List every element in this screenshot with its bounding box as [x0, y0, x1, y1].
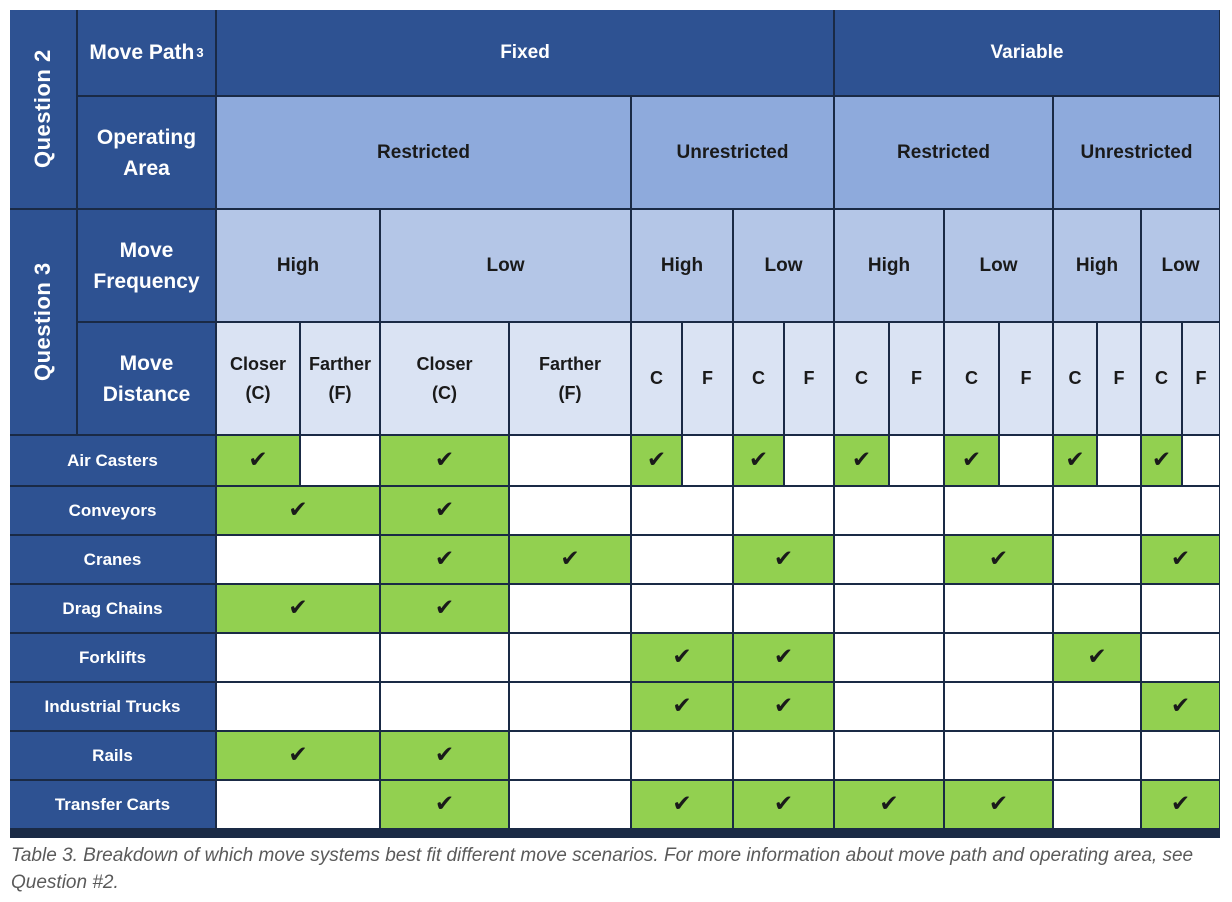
checkmark-icon: ✔ — [288, 497, 308, 523]
move-distance-label: Move Distance — [78, 323, 215, 434]
table-cell — [510, 683, 630, 730]
question-2-label: Question 2 — [10, 10, 76, 208]
table-cell — [1054, 585, 1140, 632]
table-cell — [217, 536, 379, 583]
table-cell — [510, 436, 630, 485]
distance-header: F — [683, 323, 732, 434]
table-cell-checked — [1142, 536, 1219, 583]
table-cell — [301, 436, 379, 485]
frequency-header: Low — [945, 210, 1052, 321]
table-cell — [510, 634, 630, 681]
table-cell — [1142, 732, 1219, 779]
checkmark-icon: ✔ — [434, 595, 455, 621]
table-cell — [381, 634, 508, 681]
table-cell — [1054, 683, 1140, 730]
distance-header: C — [632, 323, 681, 434]
table-cell-checked — [381, 781, 508, 828]
frequency-header: High — [835, 210, 943, 321]
checkmark-icon: ✔ — [1170, 693, 1191, 719]
checkmark-icon: ✔ — [434, 497, 455, 523]
table-cell — [510, 732, 630, 779]
table-cell — [217, 634, 379, 681]
table-cell — [785, 436, 833, 485]
row-label: Cranes — [10, 536, 215, 583]
table-cell-checked — [1142, 683, 1219, 730]
table-cell — [734, 585, 833, 632]
checkmark-icon: ✔ — [434, 742, 455, 768]
table-cell — [1142, 585, 1219, 632]
table-cell — [381, 683, 508, 730]
distance-header: F — [785, 323, 833, 434]
checkmark-icon: ✔ — [961, 447, 982, 473]
table-cell — [835, 487, 943, 534]
distance-header: F — [890, 323, 943, 434]
checkmark-icon: ✔ — [434, 546, 455, 572]
area-header-variable-restricted: Restricted — [835, 97, 1052, 208]
row-label: Rails — [10, 732, 215, 779]
row-label: Industrial Trucks — [10, 683, 215, 730]
table-caption: Table 3. Breakdown of which move systems best fit different move scenarios. For more information about move path and operating area, see Question #2. — [11, 845, 1194, 893]
checkmark-icon: ✔ — [773, 693, 794, 719]
checkmark-icon: ✔ — [288, 742, 308, 768]
table-cell — [835, 683, 943, 730]
operating-area-label: Operating Area — [78, 97, 215, 208]
table-cell-checked — [945, 436, 998, 485]
distance-header: C — [1054, 323, 1096, 434]
table-cell-checked — [734, 536, 833, 583]
distance-header: C — [1142, 323, 1181, 434]
table-cell — [890, 436, 943, 485]
table-cell-checked — [835, 781, 943, 828]
checkmark-icon: ✔ — [248, 447, 268, 473]
checkmark-icon: ✔ — [434, 447, 455, 473]
table-cell — [1183, 436, 1219, 485]
checkmark-icon: ✔ — [773, 644, 794, 670]
table-cell-checked — [217, 487, 379, 534]
checkmark-icon: ✔ — [988, 791, 1009, 817]
checkmark-icon: ✔ — [1087, 644, 1107, 670]
table-cell — [734, 732, 833, 779]
move-path-label: Move Path 3 — [78, 10, 215, 95]
checkmark-icon: ✔ — [672, 693, 692, 719]
move-systems-table — [10, 10, 1220, 838]
table-cell-checked — [632, 436, 681, 485]
row-label: Air Casters — [10, 436, 215, 485]
checkmark-icon: ✔ — [434, 791, 455, 817]
table-cell-checked — [1142, 781, 1219, 828]
table-cell-checked — [1142, 436, 1181, 485]
table-cell-checked — [835, 436, 888, 485]
table-cell-checked — [217, 436, 299, 485]
table-cell — [1000, 436, 1052, 485]
checkmark-icon: ✔ — [288, 595, 308, 621]
distance-header: C — [734, 323, 783, 434]
table-cell-checked — [381, 732, 508, 779]
frequency-header: High — [632, 210, 732, 321]
frequency-header: Low — [381, 210, 630, 321]
frequency-header: Low — [1142, 210, 1219, 321]
table-cell — [632, 487, 732, 534]
table-cell-checked — [945, 536, 1052, 583]
table-cell — [1054, 732, 1140, 779]
row-label: Drag Chains — [10, 585, 215, 632]
table-cell-checked — [734, 436, 783, 485]
table-cell-checked — [381, 536, 508, 583]
checkmark-icon: ✔ — [773, 791, 794, 817]
distance-header: Farther (F) — [510, 323, 630, 434]
checkmark-icon: ✔ — [1170, 546, 1191, 572]
table-cell-checked — [381, 585, 508, 632]
frequency-header: High — [1054, 210, 1140, 321]
path-variable-header: Variable — [835, 10, 1219, 95]
table-cell-checked — [1054, 436, 1096, 485]
table-cell-checked — [381, 487, 508, 534]
checkmark-icon: ✔ — [879, 791, 899, 817]
row-label: Conveyors — [10, 487, 215, 534]
table-cell — [510, 781, 630, 828]
move-frequency-label: Move Frequency — [78, 210, 215, 321]
checkmark-icon: ✔ — [646, 447, 667, 473]
distance-header: F — [1098, 323, 1140, 434]
table-cell-checked — [734, 634, 833, 681]
table-cell-checked — [945, 781, 1052, 828]
table-cell-checked — [632, 634, 732, 681]
checkmark-icon: ✔ — [560, 546, 580, 572]
distance-header: F — [1183, 323, 1219, 434]
distance-header: Closer (C) — [381, 323, 508, 434]
table-cell — [1142, 634, 1219, 681]
distance-header: Closer (C) — [217, 323, 299, 434]
table-cell-checked — [734, 683, 833, 730]
table-cell-checked — [734, 781, 833, 828]
table-cell — [945, 683, 1052, 730]
checkmark-icon: ✔ — [672, 791, 692, 817]
table-cell — [835, 585, 943, 632]
table-cell — [734, 487, 833, 534]
table-cell — [1098, 436, 1140, 485]
table-cell-checked — [510, 536, 630, 583]
checkmark-icon: ✔ — [1151, 447, 1172, 473]
table-cell — [835, 536, 943, 583]
checkmark-icon: ✔ — [1065, 447, 1085, 473]
table-cell — [632, 585, 732, 632]
table-cell — [217, 781, 379, 828]
table-cell-checked — [381, 436, 508, 485]
table-cell-checked — [1054, 634, 1140, 681]
table-cell — [835, 732, 943, 779]
area-header-fixed-restricted: Restricted — [217, 97, 630, 208]
table-cell-checked — [632, 781, 732, 828]
area-header-variable-unrestricted: Unrestricted — [1054, 97, 1219, 208]
row-label: Forklifts — [10, 634, 215, 681]
checkmark-icon: ✔ — [851, 447, 872, 473]
table-cell — [1054, 536, 1140, 583]
table-cell-checked — [632, 683, 732, 730]
table-cell-checked — [217, 732, 379, 779]
checkmark-icon: ✔ — [748, 447, 769, 473]
distance-header: C — [945, 323, 998, 434]
checkmark-icon: ✔ — [1170, 791, 1191, 817]
frequency-header: High — [217, 210, 379, 321]
table-cell — [1054, 487, 1140, 534]
table-cell-checked — [217, 585, 379, 632]
table-cell — [835, 634, 943, 681]
distance-header: F — [1000, 323, 1052, 434]
table-cell — [632, 536, 732, 583]
table-cell — [945, 634, 1052, 681]
table-cell — [1142, 487, 1219, 534]
table-cell — [510, 487, 630, 534]
table-cell — [632, 732, 732, 779]
frequency-header: Low — [734, 210, 833, 321]
table-cell — [510, 585, 630, 632]
area-header-fixed-unrestricted: Unrestricted — [632, 97, 833, 208]
table-cell — [945, 585, 1052, 632]
distance-header: Farther (F) — [301, 323, 379, 434]
checkmark-icon: ✔ — [988, 546, 1009, 572]
question-3-label: Question 3 — [10, 210, 76, 434]
path-fixed-header: Fixed — [217, 10, 833, 95]
checkmark-icon: ✔ — [672, 644, 692, 670]
table-cell — [945, 732, 1052, 779]
table-cell — [683, 436, 732, 485]
distance-header: C — [835, 323, 888, 434]
table-cell — [945, 487, 1052, 534]
table-cell — [1054, 781, 1140, 828]
row-label: Transfer Carts — [10, 781, 215, 828]
checkmark-icon: ✔ — [773, 546, 794, 572]
table-cell — [217, 683, 379, 730]
